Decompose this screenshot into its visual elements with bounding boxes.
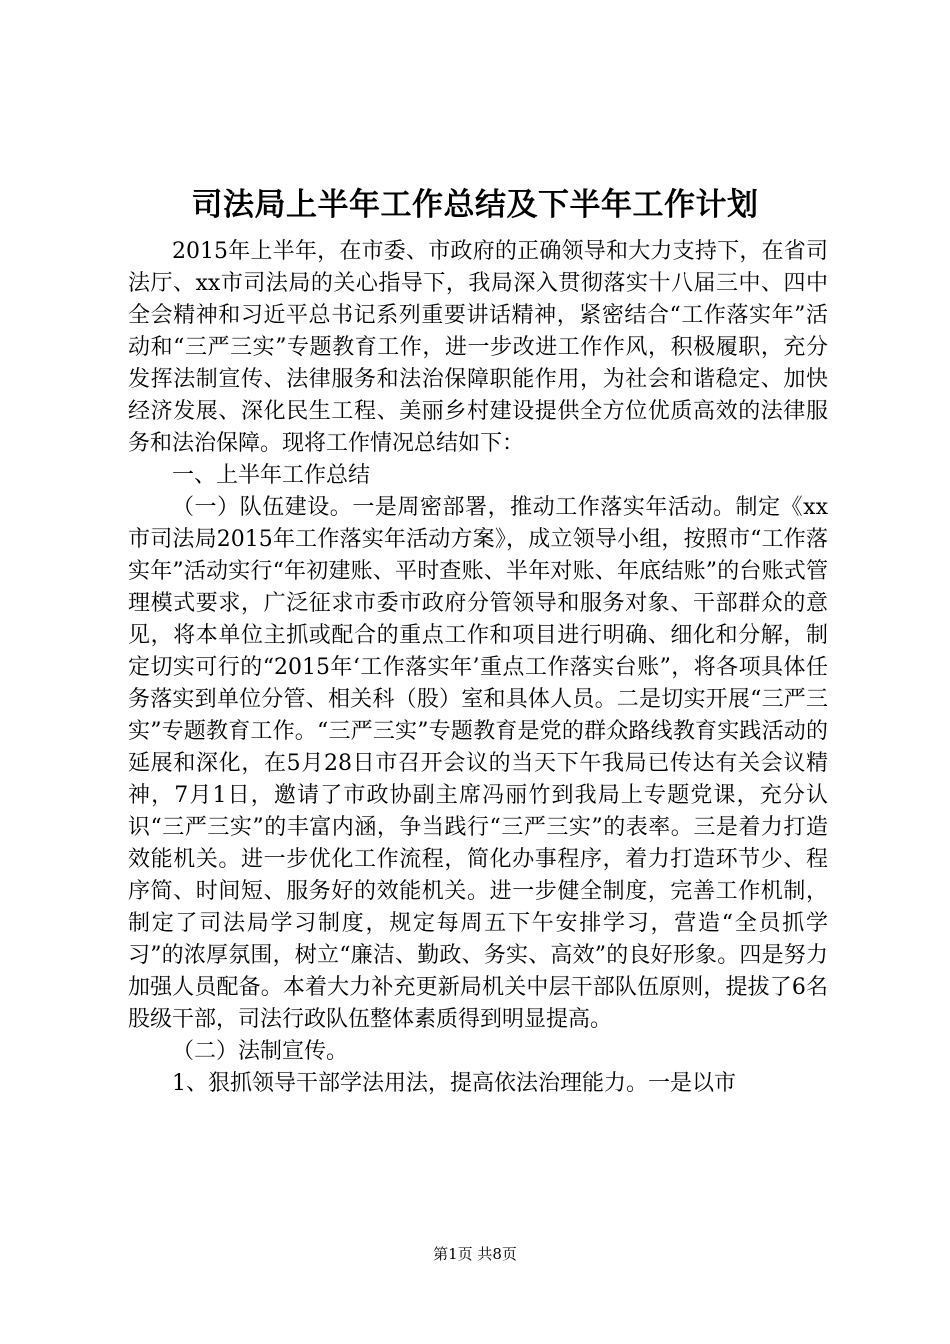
subsection-heading-legal-publicity: （二）法制宣传。 [172,1039,349,1064]
paragraph-team-building: （一）队伍建设。一是周密部署，推动工作落实年活动。制定《xx市司法局2015年工作落实年活动方案》，成立领导小组，按照市“工作落实年”活动实行“年初建账、平时查账、半年对账、年底结账”的台账式管理模式要求，广泛征求市委市政府分管领导和服务对象、干部群众的意见，将本单位主抓或配合的重点工作和项目进行明确、细化和分解，制定切实可行的“2015年‘工作落实年’重点工作落实台账”，将各项具体任务落实到单位分管、相关科（股）室和具体人员。二是切实开展“三严三实”专题教育工作。“三严三实”专题教育是党的群众路线教育实践活动的延展和深化，在5月28日市召开会议的当天下午我局已传达有关会议精神，7月1日，邀请了市政协副主席冯丽竹到我局上专题党课，充分认识“三严三实”的丰富内涵，争当践行“三严三实”的表率。三是着力打造效能机关。进一步优化工作流程，简化办事程序，着力打造环节少、程序简、时间短、服务好的效能机关。进一步健全制度，完善工作机制，制定了司法局学习制度，规定每周五下午安排学习，营造“全员抓学习”的浓厚氛围，树立“廉洁、勤政、务实、高效”的良好形象。四是努力加强人员配备。本着大力补充更新局机关中层干部队伍原则，提拔了6名股级干部，司法行政队伍整体素质得到明显提高。 [128,495,828,1032]
document-title: 司法局上半年工作总结及下半年工作计划 [191,187,759,223]
section-heading-first-half-summary: 一、上半年工作总结 [172,463,371,488]
page-number: 第1页 共8页 [433,1245,517,1263]
paragraph-leaders-law-study: 1、狠抓领导干部学法用法，提高依法治理能力。一是以市 [172,1071,736,1096]
paragraph-intro: 2015年上半年，在市委、市政府的正确领导和大力支持下，在省司法厅、xx市司法局的关心指导下，我局深入贯彻落实十八届三中、四中全会精神和习近平总书记系列重要讲话精神，紧密结合“工作落实年”活动和“三严三实”专题教育工作，进一步改进工作作风，积极履职，充分发挥法制宣传、法律服务和法治保障职能作用，为社会和谐稳定、加快经济发展、深化民生工程、美丽乡村建设提供全方位优质高效的法律服务和法治保障。现将工作情况总结如下： [128,239,828,456]
document-body [128,236,828,1100]
